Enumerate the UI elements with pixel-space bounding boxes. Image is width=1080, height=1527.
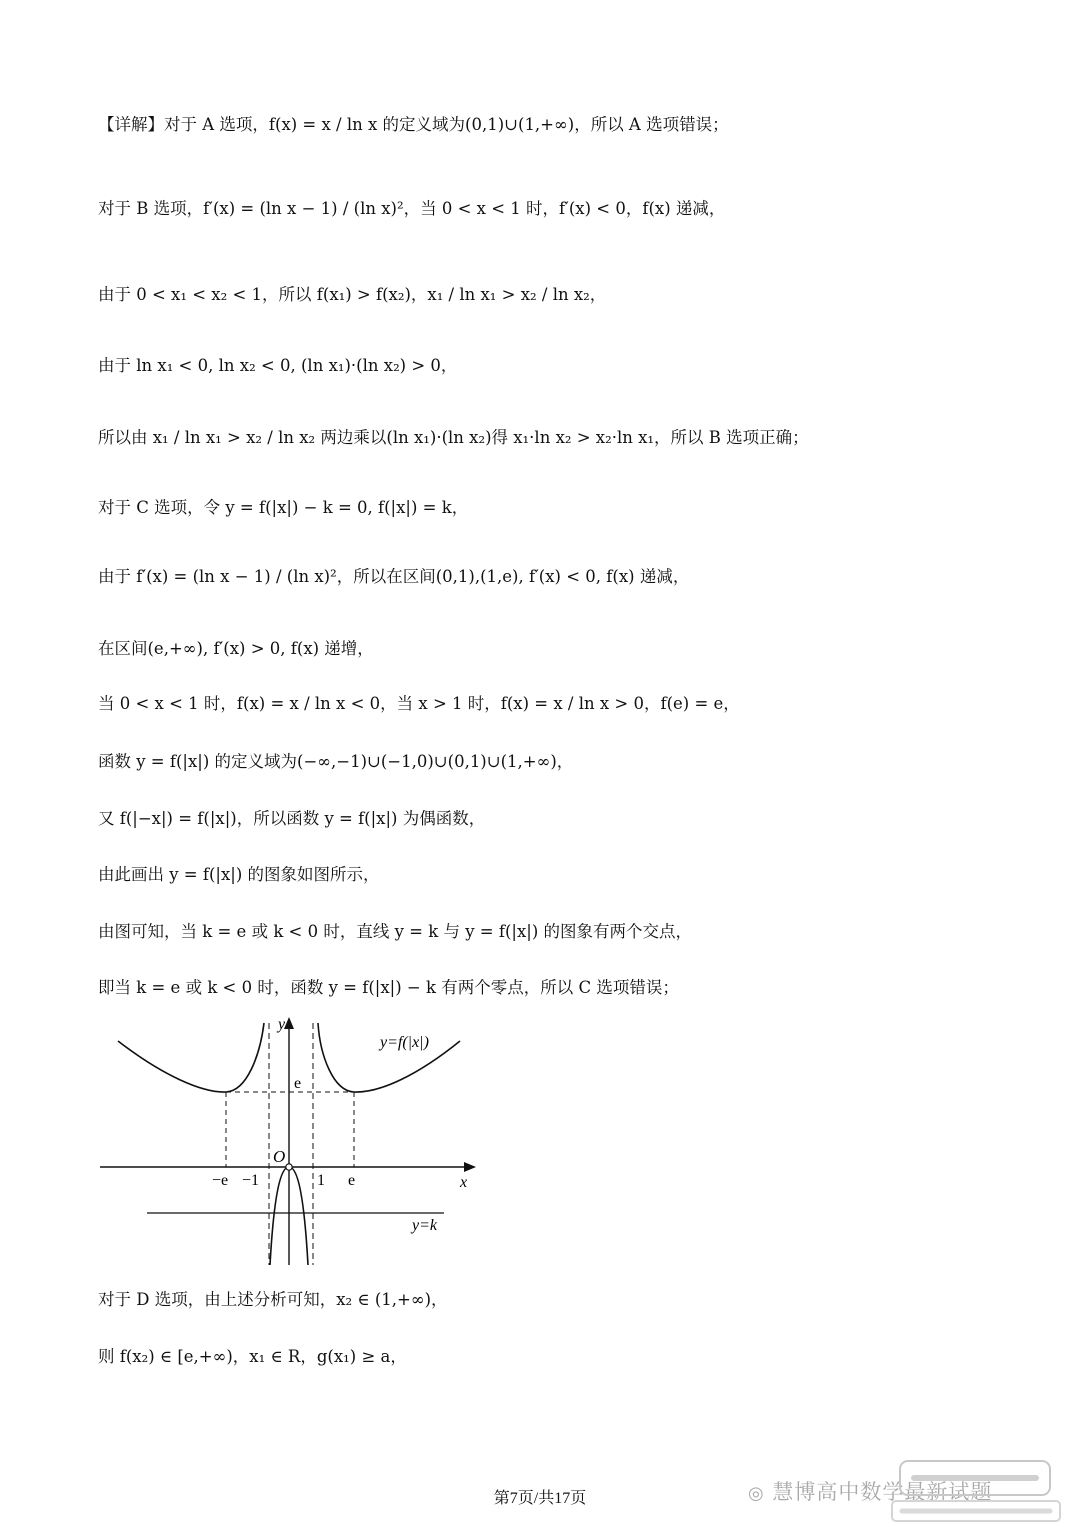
wechat-icon: ◎	[748, 1483, 765, 1504]
e-label-y: e	[294, 1075, 302, 1092]
text-line-11: 又 f(|−x|) = f(|x|)，所以函数 y = f(|x|) 为偶函数，	[98, 809, 486, 828]
y-axis-label: y	[278, 1016, 286, 1033]
tick-neg-1: −1	[242, 1172, 260, 1189]
tick-neg-e: −e	[212, 1172, 229, 1189]
text-line-5: 所以由 x₁ / ln x₁ > x₂ / ln x₂ 两边乘以(ln x₁)·(ln x₂)得 x₁·ln x₂ > x₂·ln x₁，所以 B 选项正确；	[98, 428, 809, 447]
text-line-3: 由于 0 < x₁ < x₂ < 1，所以 f(x₁) > f(x₂)，x₁ / ln x₁ > x₂ / ln x₂，	[98, 285, 607, 304]
x-axis-label: x	[460, 1174, 468, 1191]
curve-label: y=f(|x|)	[380, 1034, 429, 1051]
x-axis-arrow	[464, 1162, 476, 1172]
text-line-10: 函数 y = f(|x|) 的定义域为(−∞,−1)∪(−1,0)∪(0,1)∪(1,+∞)，	[98, 752, 574, 771]
watermark-logo	[880, 1455, 1070, 1525]
text-line-15: 对于 D 选项，由上述分析可知，x₂ ∈ (1,+∞)，	[98, 1290, 448, 1309]
function-graph	[92, 1015, 492, 1270]
text-line-2: 对于 B 选项，f′(x) = (ln x − 1) / (ln x)²，当 0 < x < 1 时，f′(x) < 0，f(x) 递减，	[98, 199, 726, 218]
text-line-13: 由图可知，当 k = e 或 k < 0 时，直线 y = k 与 y = f(|x|) 的图象有两个交点，	[98, 922, 693, 941]
text-line-8: 在区间(e,+∞), f′(x) > 0, f(x) 递增，	[98, 639, 374, 658]
tick-e: e	[348, 1172, 356, 1189]
text-line-14: 即当 k = e 或 k < 0 时，函数 y = f(|x|) − k 有两个零点，所以 C 选项错误；	[98, 978, 679, 997]
watermark-label: 慧博高中数学最新试题	[772, 1480, 993, 1504]
origin-hollow-point	[286, 1164, 292, 1170]
tick-1: 1	[317, 1172, 325, 1189]
text-line-12: 由此画出 y = f(|x|) 的图象如图所示，	[98, 865, 380, 884]
text-line-6: 对于 C 选项，令 y = f(|x|) − k = 0, f(|x|) = k，	[98, 498, 469, 517]
origin-label: O	[273, 1147, 286, 1166]
curve-left-outer	[118, 1023, 264, 1092]
text-line-1: 【详解】对于 A 选项，f(x) = x / ln x 的定义域为(0,1)∪(1,+∞)，所以 A 选项错误；	[98, 115, 729, 134]
text-line-16: 则 f(x₂) ∈ [e,+∞)，x₁ ∈ R，g(x₁) ≥ a，	[98, 1347, 407, 1366]
y-axis-arrow	[284, 1017, 294, 1029]
text-line-4: 由于 ln x₁ < 0, ln x₂ < 0, (ln x₁)·(ln x₂) > 0，	[98, 356, 458, 375]
page-footer: 第7页/共17页	[493, 1490, 587, 1507]
line-label: y=k	[412, 1217, 437, 1234]
text-line-9: 当 0 < x < 1 时，f(x) = x / ln x < 0，当 x > 1 时，f(x) = x / ln x > 0，f(e) = e，	[98, 694, 740, 713]
text-line-7: 由于 f′(x) = (ln x − 1) / (ln x)²，所以在区间(0,1),(1,e), f′(x) < 0, f(x) 递减，	[98, 567, 690, 586]
